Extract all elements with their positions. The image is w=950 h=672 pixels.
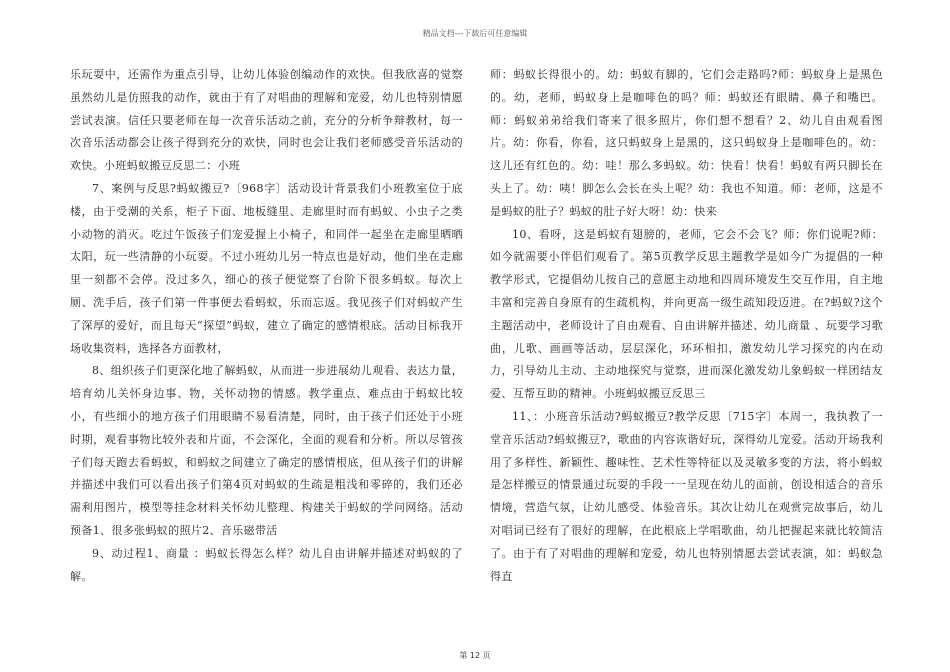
left-column	[70, 64, 463, 588]
paragraph: 9、动过程1、商量 ：蚂蚁长得怎么样？幼儿自由讲解并描述对蚂蚁的了解。	[70, 546, 463, 583]
paragraph: 8、组织孩子们更深化地了解蚂蚁，从而进一步进展幼儿观看、表达力量，培育幼儿关怀身边事、物，关怀动物的情感。教学重点、难点由于蚂蚁比较小，有些细小的地方孩子们用眼睛不易看清楚，同时，由于孩子们还处于小班时期，观看事物比较外表和片面，不会深化，全面的观看和分析。所以尽管孩子们每天跑去看蚂蚁，和蚂蚁之间建立了确定的感情根底，但从孩子们的讲解并描述中我们可以看出孩子们第4页对蚂蚁的生疏是粗浅和零碎的，我们还必需利用图片，模型等挂念材料关怀幼儿整理、构建关于蚂蚁的学问网络。活动预备1、很多张蚂蚁的照片2、音乐磁带活	[70, 364, 463, 537]
paragraph: 7、案例与反思?蚂蚁搬豆?〔968字〕活动设计背景我们小班教室位于底楼，由于受潮的关系，柜子下面、地板缝里、走廊里时而有蚂蚁、小虫子之类小动物的消灭。吃过午饭孩子们宠爱握上小椅子，和同伴一起坐在走廊里晒晒太阳，玩一些清静的小玩耍。不过小班幼儿另一特点也是好动，他们坐在走廊里一刻都不会停。没过多久，细心的孩子便觉察了台阶下很多蚂蚁。每次上厕、洗手后，孩子们第一件事便去看蚂蚁，乐而忘返。我见孩子们对蚂蚁产生了深厚的爱好，而且每天“探望”蚂蚁，建立了确定的感情根底。活动目标我开场收集资料，选择各方面教材，	[70, 181, 463, 355]
paragraph: 乐玩耍中，还需作为重点引导，让幼儿体验创编动作的欢快。但我欣喜的觉察虽然幼儿是仿照我的动作，就由于有了对唱曲的理解和宠爱，幼儿也特别情愿尝试表演。信任只要老师在每一次音乐活动之前，充分的分析争辩教材，每一次音乐活动都会让孩子得到充分的欢快，同时也会让我们老师感受音乐活动的欢快。小班蚂蚁搬豆反思二：小班	[70, 68, 463, 173]
page-number: 第 12 页	[459, 651, 491, 660]
right-column	[490, 64, 883, 588]
page-header: 精品文档---下载后可任意编辑	[422, 29, 528, 38]
paragraph: 师：蚂蚁长得很小的。幼：蚂蚁有脚的，它们会走路吗?师：蚂蚁身上是黑色的。幼，老师，蚂蚁身上是咖啡色的吗？师：蚂蚁还有眼睛、鼻子和嘴巴。师：蚂蚁弟弟给我们寄来了很多照片，你们想不想看？2、幼儿自由观看图片。幼：你看，你看，这只蚂蚁身上是黑的，这只蚂蚁身上是咖啡色的。幼：这儿还有红色的。幼：哇！那么多蚂蚁。幼：快看！快看！蚂蚁有两只脚长在头上了。幼：咦！脚怎么会长在头上呢？幼：我也不知道。师：老师，这是不是蚂蚁的肚子？蚂蚁的肚子好大呀！幼：快来	[490, 68, 883, 218]
paragraph: 10、看呀，这是蚂蚁有翅膀的，老师，它会不会飞？师：你们说呢?师：如今就需要小伴侣们观看了。第5页教学反思主题教学是如今广为提倡的一种教学形式，它提倡幼儿按自己的意愿主动地和四周环境发生交互作用，自主地丰富和完善自身原有的生疏机构，并向更高一级生疏知段迈进。在?蚂蚁?这个主题活动中，老师设计了自由观看、自由讲解并描述、幼儿商量 、玩要学习歌曲，儿歌、画画等活动，层层深化，环环相扣，激发幼儿学习探究的内在动力，引导幼儿主动、主动地探究与觉察，进而深化激发幼儿象蚂蚁一样团结友爱、互帮互助的精神。小班蚂蚁搬豆反思三	[490, 227, 883, 401]
paragraph: 11、：小班音乐活动?蚂蚁搬豆?教学反思〔715字〕本周一，我执教了一堂音乐活动?蚂蚁搬豆?，歌曲的内容诙谐好玩，深得幼儿宠爱。活动开场我利用了多样性、新颖性、趣味性、艺术性等特征以及灵敏多变的方法，将小蚂蚁是怎样搬豆的情景通过玩耍的手段一一呈现在幼儿的面前，创设相适合的音乐情境，营造气氛，让幼儿感受、体验音乐。其次让幼儿在观赏完故事后，幼儿对唱词已经有了很好的理解，在此根底上学唱歌曲，幼儿把握起来就比较简洁了。由于有了对唱曲的理解和宠爱，幼儿也特别情愿去尝试表演，如：蚂蚁急得直	[490, 409, 883, 583]
